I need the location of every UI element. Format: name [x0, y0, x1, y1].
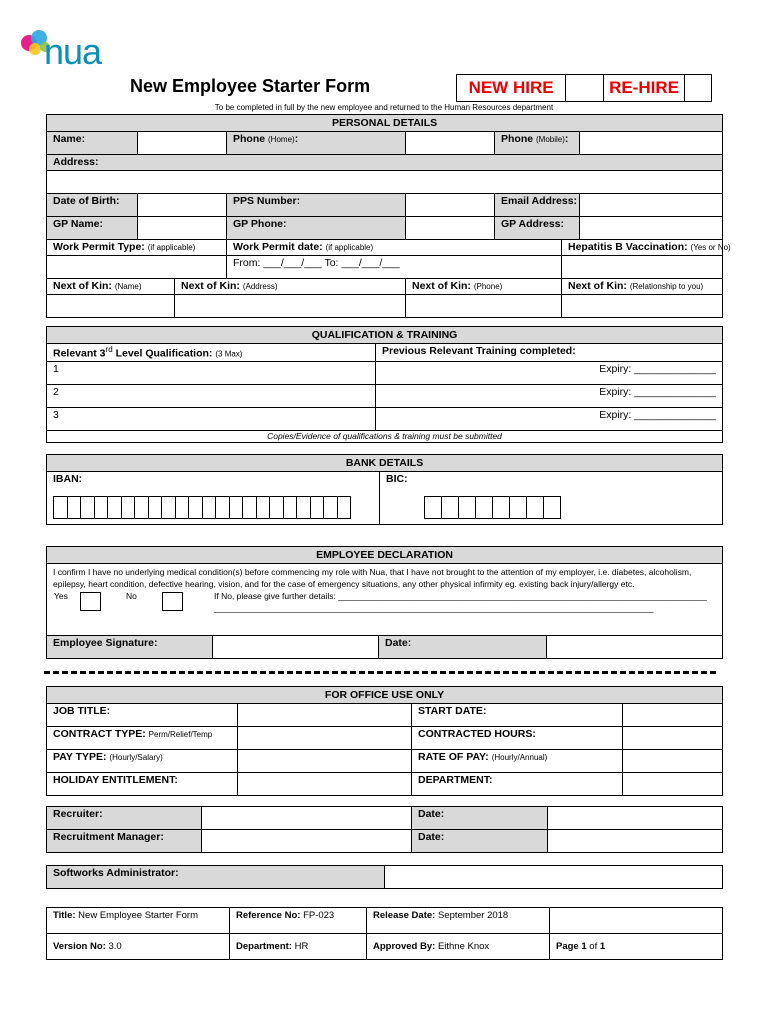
work-permit-date-input[interactable]: From: ___/___/___ To: ___/___/___	[227, 256, 562, 279]
signature-label: Employee Signature:	[47, 636, 213, 659]
training-row[interactable]: Expiry: ______________	[376, 361, 723, 384]
address-label: Address:	[47, 155, 723, 171]
phone-home-input[interactable]	[406, 132, 495, 155]
nok-relationship-input[interactable]	[562, 295, 723, 318]
contract-type-input[interactable]	[238, 727, 412, 750]
phone-home-label: Phone (Home):	[227, 132, 406, 155]
yes-checkbox[interactable]	[80, 592, 101, 611]
nok-relationship-label: Next of Kin: (Relationship to you)	[562, 279, 723, 295]
name-label: Name:	[47, 132, 138, 155]
contract-type-label: CONTRACT TYPE: Perm/Relief/Temp	[47, 727, 238, 750]
new-hire-label: NEW HIRE	[457, 75, 566, 101]
iban-digit-boxes[interactable]	[53, 496, 373, 519]
dob-input[interactable]	[138, 194, 227, 217]
work-permit-type-input[interactable]	[47, 256, 227, 279]
email-label: Email Address:	[495, 194, 580, 217]
qualification-table	[46, 326, 723, 443]
job-title-label: JOB TITLE:	[47, 704, 238, 727]
recruiter-input[interactable]	[202, 807, 412, 830]
start-date-label: START DATE:	[412, 704, 623, 727]
work-permit-type-label: Work Permit Type: (if applicable)	[47, 240, 227, 256]
iban-label: IBAN:	[47, 472, 380, 487]
manager-date-label: Date:	[412, 830, 548, 853]
pay-type-input[interactable]	[238, 750, 412, 773]
phone-mobile-label: Phone (Mobile):	[495, 132, 580, 155]
gp-phone-input[interactable]	[406, 217, 495, 240]
further-details-line[interactable]: _____________________________________________________________________________________________	[214, 603, 654, 613]
declaration-heading: EMPLOYEE DECLARATION	[47, 547, 723, 564]
softworks-label: Softworks Administrator:	[47, 866, 385, 889]
bic-field	[380, 486, 723, 524]
gp-phone-label: GP Phone:	[227, 217, 406, 240]
rate-of-pay-input[interactable]	[623, 750, 723, 773]
declaration-date-input[interactable]	[547, 636, 723, 659]
footer-version: Version No: 3.0	[47, 934, 230, 960]
recruiter-label: Recruiter:	[47, 807, 202, 830]
pps-label: PPS Number:	[227, 194, 406, 217]
declaration-table	[46, 546, 723, 659]
nok-phone-input[interactable]	[406, 295, 562, 318]
subtitle: To be completed in full by the new employee and returned to the Human Resources department	[214, 103, 554, 112]
qualification-note: Copies/Evidence of qualifications & training must be submitted	[47, 430, 723, 442]
personal-details-table	[46, 114, 731, 318]
department-label: DEPARTMENT:	[412, 773, 623, 796]
page-title: New Employee Starter Form	[130, 76, 371, 96]
nok-address-input[interactable]	[175, 295, 406, 318]
footer-empty-cell	[550, 908, 723, 934]
hire-type-selector	[456, 74, 712, 102]
nok-address-label: Next of Kin: (Address)	[175, 279, 406, 295]
start-date-input[interactable]	[623, 704, 723, 727]
qualification-row[interactable]: 1	[47, 361, 376, 384]
new-hire-checkbox[interactable]	[566, 75, 604, 101]
no-label: No	[126, 591, 137, 601]
nok-name-input[interactable]	[47, 295, 175, 318]
bank-heading: BANK DETAILS	[47, 455, 723, 472]
rate-of-pay-label: RATE OF PAY: (Hourly/Annual)	[412, 750, 623, 773]
recruiter-date-input[interactable]	[548, 807, 723, 830]
iban-field	[47, 486, 380, 524]
department-input[interactable]	[623, 773, 723, 796]
footer-reference: Reference No: FP-023	[230, 908, 367, 934]
qualification-heading: QUALIFICATION & TRAINING	[47, 327, 723, 344]
yes-label: Yes	[54, 591, 68, 601]
pay-type-label: PAY TYPE: (Hourly/Salary)	[47, 750, 238, 773]
footer-page-number: Page 1 of 1	[550, 934, 723, 960]
office-use-table	[46, 686, 723, 796]
footer-title: Title: New Employee Starter Form	[47, 908, 230, 934]
nok-phone-label: Next of Kin: (Phone)	[406, 279, 562, 295]
recruitment-manager-label: Recruitment Manager:	[47, 830, 202, 853]
hep-b-input[interactable]	[562, 256, 723, 279]
email-input[interactable]	[580, 194, 723, 217]
nok-name-label: Next of Kin: (Name)	[47, 279, 175, 295]
gp-address-label: GP Address:	[495, 217, 580, 240]
gp-address-input[interactable]	[580, 217, 723, 240]
gp-name-label: GP Name:	[47, 217, 138, 240]
work-permit-date-label: Work Permit date: (if applicable)	[227, 240, 562, 256]
gp-name-input[interactable]	[138, 217, 227, 240]
declaration-text: I confirm I have no underlying medical condition(s) before commencing my role with Nua, that I have not brought to the attention of my employer, i.e. diabetes, alcoholism, epilepsy, heart condition, defective hearing, vision, and for the case of emergency situations, any other physical infirmity eg. existing back injury/allergy etc.	[53, 567, 692, 589]
softworks-table	[46, 865, 723, 889]
holiday-label: HOLIDAY ENTITLEMENT:	[47, 773, 238, 796]
signature-input[interactable]	[213, 636, 379, 659]
name-input[interactable]	[138, 132, 227, 155]
bank-details-table	[46, 454, 723, 525]
cut-line-divider	[44, 671, 716, 674]
training-row[interactable]: Expiry: ______________	[376, 384, 723, 407]
further-details-field[interactable]: If No, please give further details: ______________________________________________________________________________	[214, 591, 707, 601]
softworks-input[interactable]	[385, 866, 723, 889]
training-row[interactable]: Expiry: ______________	[376, 407, 723, 430]
pps-input[interactable]	[406, 194, 495, 217]
dob-label: Date of Birth:	[47, 194, 138, 217]
qualification-col-label: Relevant 3rd Level Qualification: (3 Max)	[47, 344, 376, 362]
re-hire-label: RE-HIRE	[604, 75, 685, 101]
contracted-hours-input[interactable]	[623, 727, 723, 750]
recruiter-date-label: Date:	[412, 807, 548, 830]
footer-release-date: Release Date: September 2018	[367, 908, 550, 934]
bic-label: BIC:	[380, 472, 723, 487]
footer-approved-by: Approved By: Eithne Knox	[367, 934, 550, 960]
training-col-label: Previous Relevant Training completed:	[376, 344, 723, 362]
holiday-input[interactable]	[238, 773, 412, 796]
logo-text: nua	[44, 31, 102, 72]
address-input[interactable]	[47, 171, 723, 194]
personal-details-heading: PERSONAL DETAILS	[47, 115, 723, 132]
job-title-input[interactable]	[238, 704, 412, 727]
recruitment-manager-input[interactable]	[202, 830, 412, 853]
recruiter-table	[46, 806, 723, 853]
office-heading: FOR OFFICE USE ONLY	[47, 687, 723, 704]
footer-department: Department: HR	[230, 934, 367, 960]
hep-b-label: Hepatitis B Vaccination: (Yes or No)	[562, 240, 723, 256]
qualification-row[interactable]: 2	[47, 384, 376, 407]
qualification-row[interactable]: 3	[47, 407, 376, 430]
manager-date-input[interactable]	[548, 830, 723, 853]
phone-mobile-input[interactable]	[580, 132, 723, 155]
declaration-date-label: Date:	[379, 636, 547, 659]
declaration-body	[47, 564, 723, 636]
bic-digit-boxes[interactable]	[424, 496, 716, 519]
contracted-hours-label: CONTRACTED HOURS:	[412, 727, 623, 750]
document-footer	[46, 907, 723, 960]
re-hire-checkbox[interactable]	[685, 75, 711, 101]
no-checkbox[interactable]	[162, 592, 183, 611]
